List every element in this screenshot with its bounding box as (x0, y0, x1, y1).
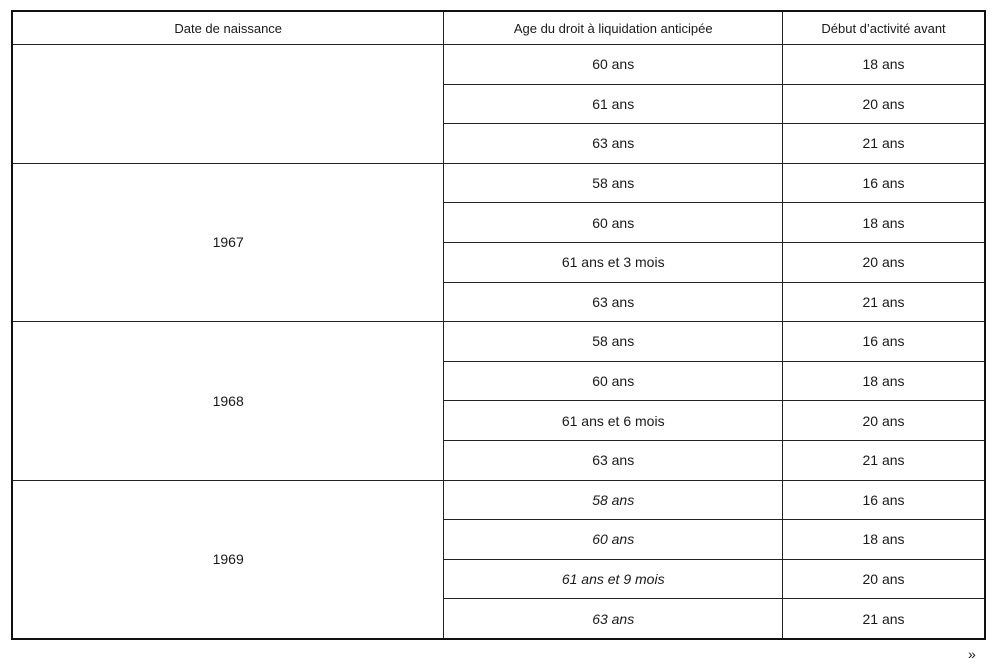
activity-start-cell: 20 ans (783, 401, 985, 441)
header-birth-date: Date de naissance (12, 11, 444, 45)
table-row (12, 480, 985, 520)
closing-quote-mark: » (968, 646, 976, 662)
activity-start-cell: 16 ans (783, 163, 985, 203)
activity-start-cell: 16 ans (783, 322, 985, 362)
activity-start-cell: 18 ans (783, 203, 985, 243)
early-retirement-age-cell: 60 ans (444, 361, 783, 401)
table-row (12, 163, 985, 203)
activity-start-cell: 21 ans (783, 124, 985, 164)
activity-start-cell: 21 ans (783, 282, 985, 322)
early-retirement-age-cell: 58 ans (444, 480, 783, 520)
header-activity-start: Début d’activité avant (783, 11, 985, 45)
activity-start-cell: 21 ans (783, 599, 985, 639)
early-retirement-age-cell: 61 ans et 9 mois (444, 559, 783, 599)
birth-year-cell: 1968 (12, 322, 444, 480)
activity-start-cell: 18 ans (783, 361, 985, 401)
activity-start-cell: 18 ans (783, 520, 985, 560)
birth-year-cell (12, 45, 444, 164)
early-retirement-age-cell: 63 ans (444, 282, 783, 322)
table-row (12, 322, 985, 362)
early-retirement-age-cell: 60 ans (444, 520, 783, 560)
early-retirement-age-cell: 61 ans et 6 mois (444, 401, 783, 441)
header-row (12, 11, 985, 45)
early-retirement-age-cell: 63 ans (444, 124, 783, 164)
activity-start-cell: 20 ans (783, 559, 985, 599)
activity-start-cell: 20 ans (783, 242, 985, 282)
early-retirement-age-cell: 63 ans (444, 440, 783, 480)
activity-start-cell: 18 ans (783, 45, 985, 85)
header-early-retirement-age: Age du droit à liquidation anticipée (444, 11, 783, 45)
birth-year-cell: 1967 (12, 163, 444, 321)
retirement-age-table (11, 10, 986, 640)
activity-start-cell: 16 ans (783, 480, 985, 520)
early-retirement-age-cell: 61 ans et 3 mois (444, 242, 783, 282)
early-retirement-age-cell: 60 ans (444, 203, 783, 243)
table-row (12, 45, 985, 85)
early-retirement-age-cell: 58 ans (444, 322, 783, 362)
activity-start-cell: 20 ans (783, 84, 985, 124)
early-retirement-age-cell: 63 ans (444, 599, 783, 639)
table-body (12, 45, 985, 639)
early-retirement-age-cell: 60 ans (444, 45, 783, 85)
activity-start-cell: 21 ans (783, 440, 985, 480)
early-retirement-age-cell: 61 ans (444, 84, 783, 124)
early-retirement-age-cell: 58 ans (444, 163, 783, 203)
birth-year-cell: 1969 (12, 480, 444, 639)
